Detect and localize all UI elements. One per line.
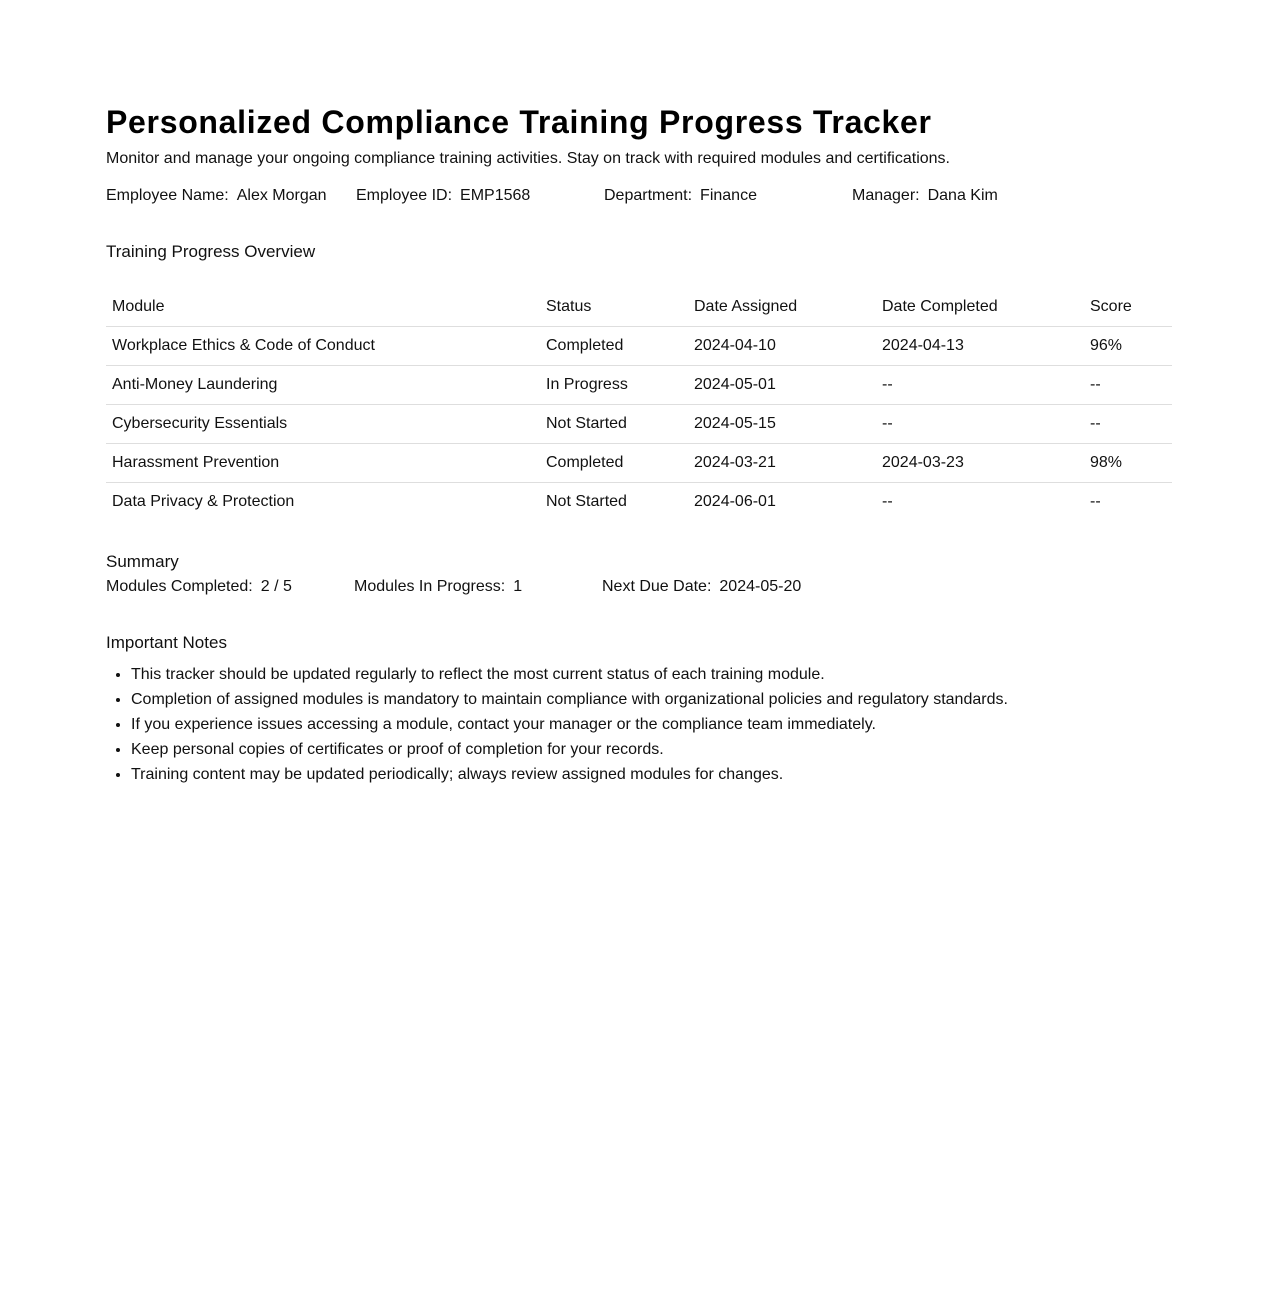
status-cell: Completed <box>546 454 624 471</box>
list-item: • Completion of assigned modules is mandatory to maintain compliance with organizational policies and regulatory standards. <box>131 687 1172 712</box>
module-cell: Data Privacy & Protection <box>112 493 295 510</box>
list-item: • Keep personal copies of certificates or proof of completion for your records. <box>131 737 1172 762</box>
next-due-date-value: 2024-05-20 <box>719 578 802 595</box>
modules-in-progress-value: 1 <box>513 578 523 595</box>
summary-row <box>106 577 1172 597</box>
column-header: Module <box>112 298 165 315</box>
date-completed-cell: -- <box>882 415 893 432</box>
employee-info <box>106 186 1172 206</box>
employee-name-value: Alex Morgan <box>236 187 327 204</box>
score-cell: -- <box>1090 415 1101 432</box>
date-assigned-cell: 2024-05-01 <box>694 376 776 393</box>
table-row <box>106 366 1172 405</box>
score-cell: -- <box>1090 493 1101 510</box>
page-subtitle: Monitor and manage your ongoing compliance training activities. Stay on track with required modules and certifications. <box>106 150 950 167</box>
module-cell: Workplace Ethics & Code of Conduct <box>112 337 375 354</box>
employee-id-value: EMP1568 <box>460 187 531 204</box>
page-title: Personalized Compliance Training Progress Tracker <box>106 104 932 140</box>
training-progress-table <box>106 288 1172 521</box>
date-assigned-cell: 2024-05-15 <box>694 415 776 432</box>
notes-heading: Important Notes <box>106 633 227 652</box>
overview-heading: Training Progress Overview <box>106 242 316 261</box>
employee-name-label: Employee Name: <box>106 187 229 204</box>
list-item: • If you experience issues accessing a module, contact your manager or the compliance team immediately. <box>131 712 1172 737</box>
modules-completed-value: 2 / 5 <box>260 578 292 595</box>
table-row <box>106 444 1172 483</box>
employee-id-label: Employee ID: <box>356 187 453 204</box>
modules-completed-field <box>106 577 292 597</box>
module-cell: Harassment Prevention <box>112 454 280 471</box>
table-header-row <box>106 288 1172 327</box>
next-due-date-field <box>602 577 801 597</box>
column-header: Score <box>1090 298 1132 315</box>
column-header: Date Assigned <box>694 298 798 315</box>
list-item: • Training content may be updated periodically; always review assigned modules for changes. <box>131 762 1172 787</box>
status-cell: Completed <box>546 337 624 354</box>
modules-in-progress-label: Modules In Progress: <box>354 578 506 595</box>
table-row <box>106 327 1172 366</box>
manager-label: Manager: <box>852 187 920 204</box>
column-header: Status <box>546 298 592 315</box>
next-due-date-label: Next Due Date: <box>602 578 712 595</box>
manager-field <box>852 186 998 206</box>
date-assigned-cell: 2024-06-01 <box>694 493 776 510</box>
score-cell: 98% <box>1090 454 1123 471</box>
modules-completed-label: Modules Completed: <box>106 578 253 595</box>
score-cell: 96% <box>1090 337 1123 354</box>
score-cell: -- <box>1090 376 1101 393</box>
date-completed-cell: 2024-03-23 <box>882 454 964 471</box>
summary-heading: Summary <box>106 552 179 571</box>
department-label: Department: <box>604 187 693 204</box>
date-assigned-cell: 2024-03-21 <box>694 454 776 471</box>
tracker-page <box>106 102 1172 787</box>
table-row <box>106 405 1172 444</box>
status-cell: Not Started <box>546 415 627 432</box>
table-row <box>106 483 1172 522</box>
department-value: Finance <box>700 187 757 204</box>
date-completed-cell: -- <box>882 493 893 510</box>
date-assigned-cell: 2024-04-10 <box>694 337 776 354</box>
module-cell: Anti-Money Laundering <box>112 376 278 393</box>
column-header: Date Completed <box>882 298 998 315</box>
modules-in-progress-field <box>354 577 522 597</box>
status-cell: Not Started <box>546 493 627 510</box>
manager-value: Dana Kim <box>927 187 998 204</box>
employee-id-field <box>356 186 530 206</box>
notes-list <box>106 662 1172 787</box>
module-cell: Cybersecurity Essentials <box>112 415 288 432</box>
date-completed-cell: 2024-04-13 <box>882 337 964 354</box>
date-completed-cell: -- <box>882 376 893 393</box>
department-field <box>604 186 757 206</box>
status-cell: In Progress <box>546 376 628 393</box>
employee-name-field <box>106 186 327 206</box>
list-item: • This tracker should be updated regularly to reflect the most current status of each training module. <box>131 662 1172 687</box>
